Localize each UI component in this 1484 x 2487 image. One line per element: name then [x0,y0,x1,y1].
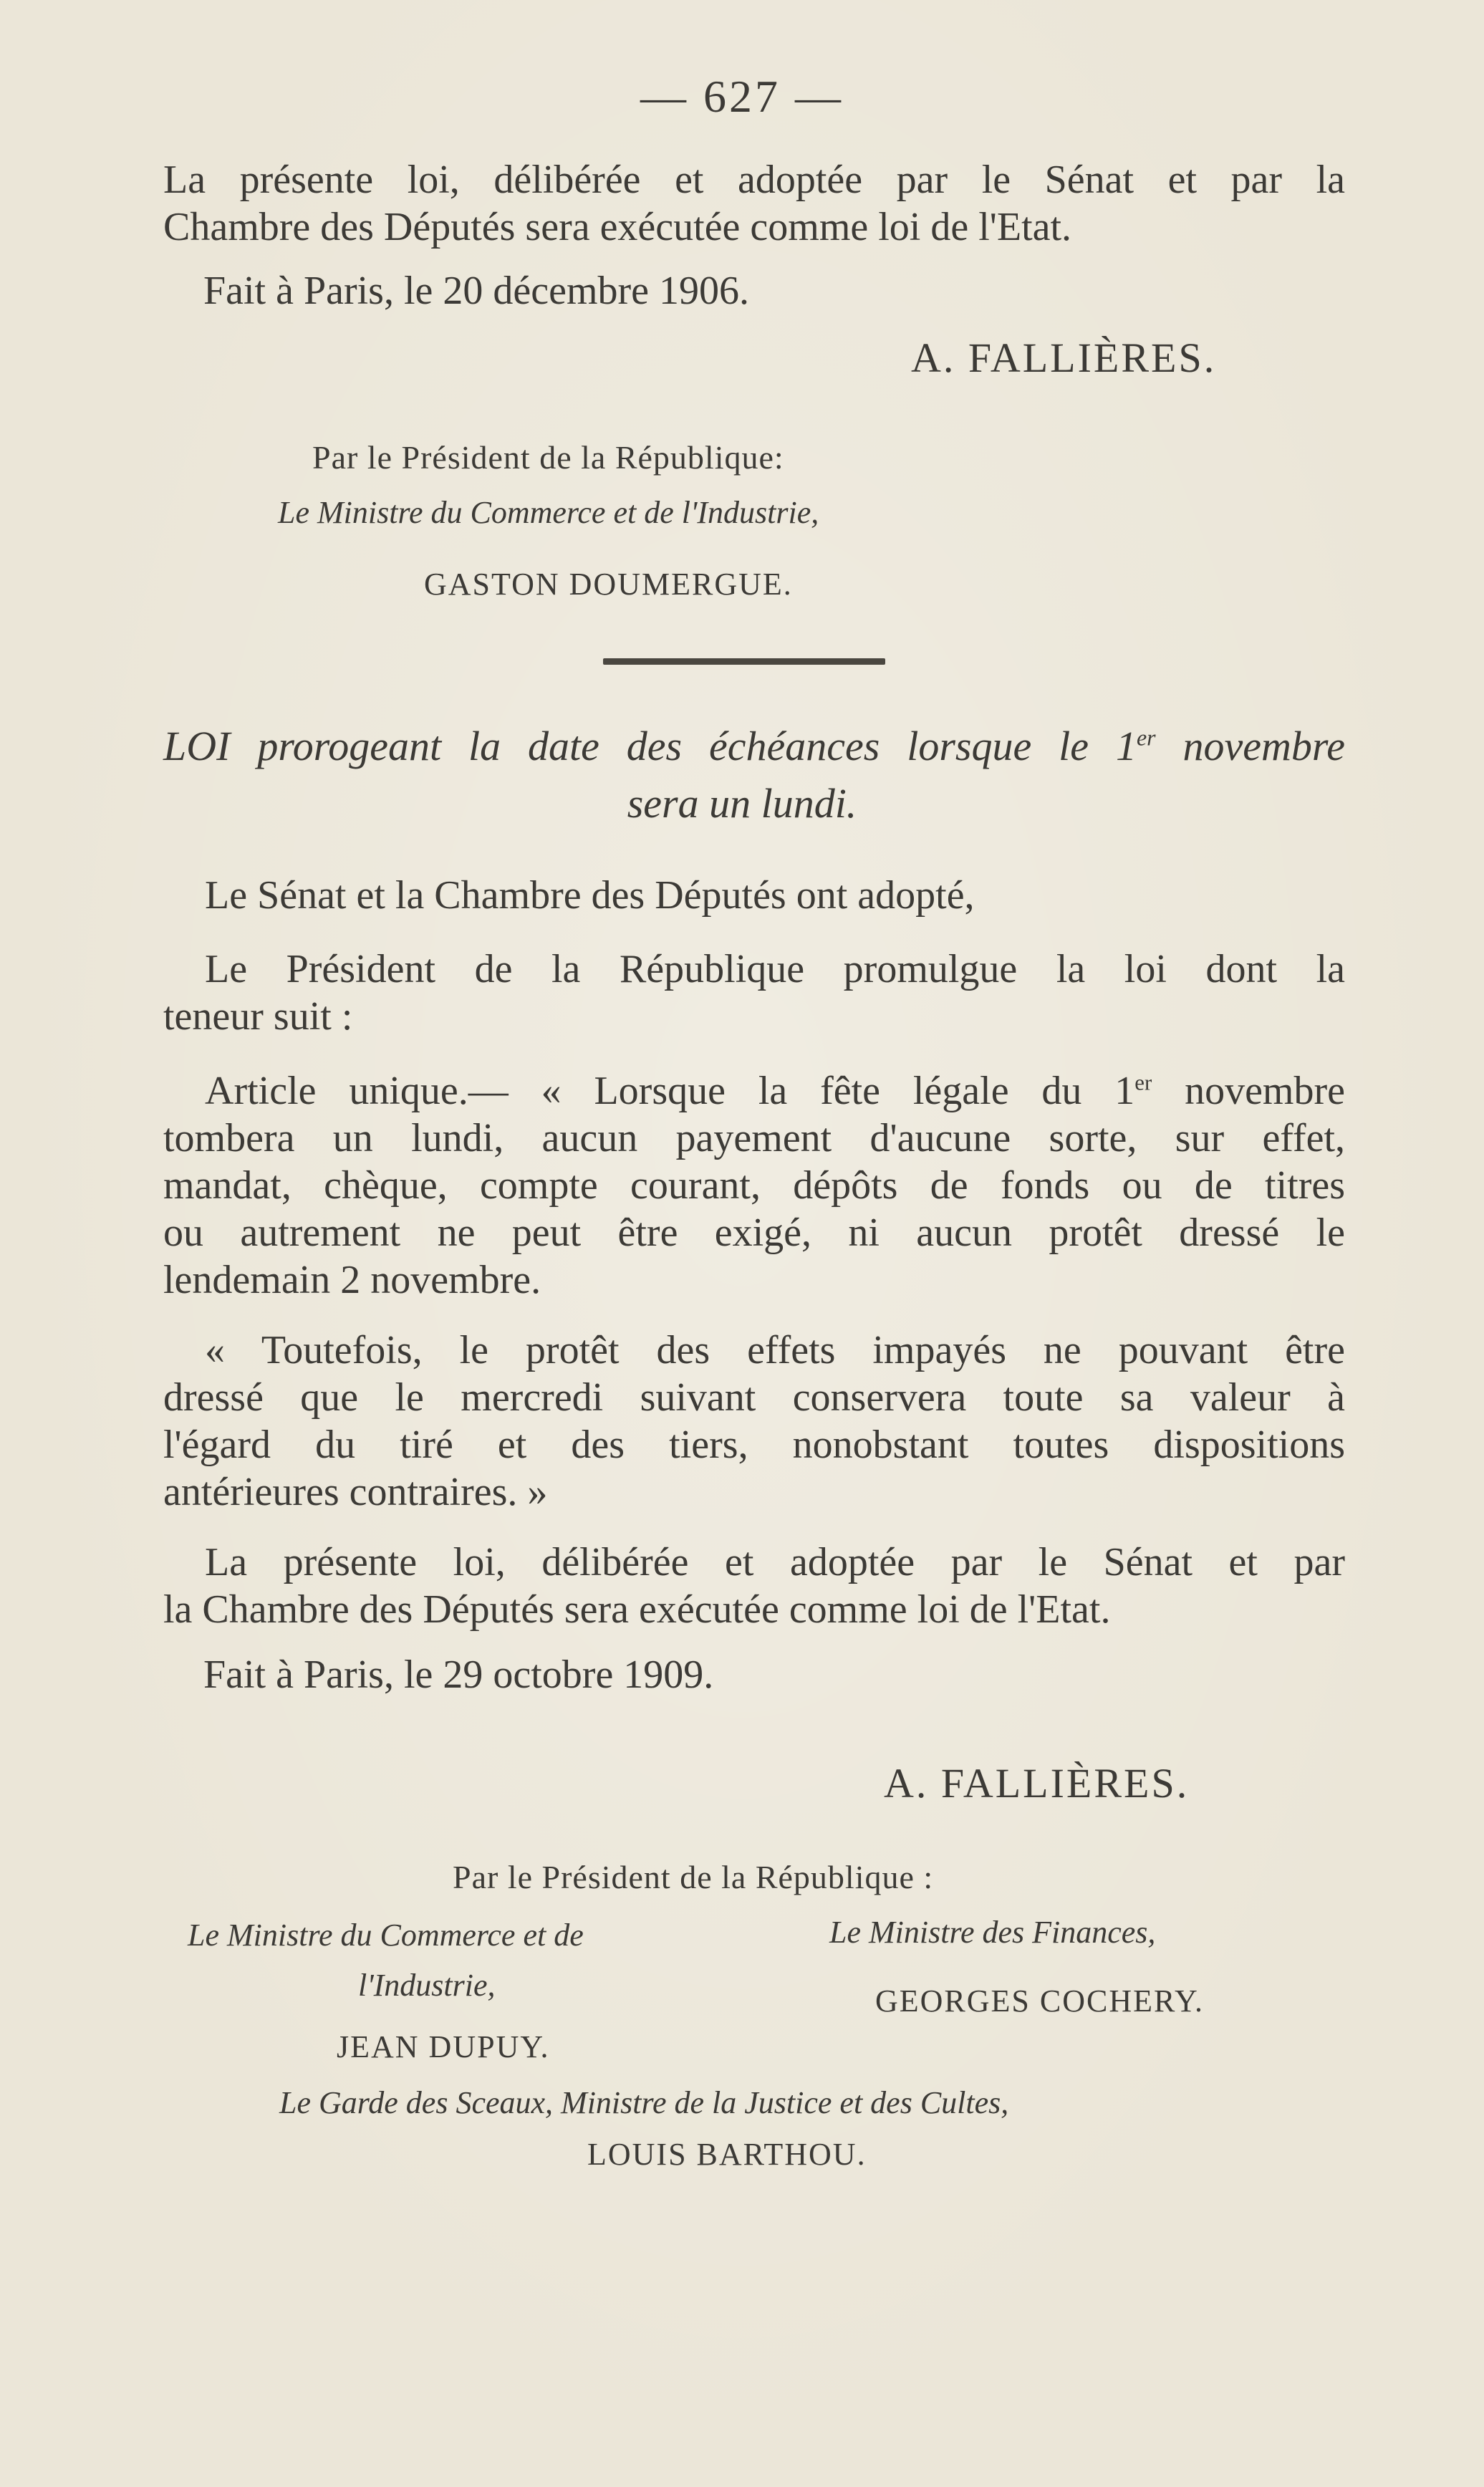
first-law-enactment [163,156,1345,251]
title-text-2: novembre [1155,723,1345,769]
text-line: l'égard du tiré et des tiers, nonobstant toutes dispositions [163,1423,1345,1467]
article-sup: er [1134,1070,1152,1095]
text-line: antérieures contraires. » [163,1470,548,1514]
finance-minister-title: Le Ministre des Finances, [829,1915,1156,1950]
justice-minister-name: LOUIS BARTHOU. [587,2137,867,2172]
text-line: lendemain 2 novembre. [163,1258,541,1302]
commerce-minister-title: Le Ministre du Commerce et de [188,1918,584,1953]
second-law-promulgates [163,946,1345,1040]
text-line: Chambre des Députés sera exécutée comme loi de l'Etat. [163,205,1072,249]
commerce-minister-title-2: l'Industrie, [358,1968,496,2003]
justice-minister-title: Le Garde des Sceaux, Ministre de la Justice et des Cultes, [279,2085,1009,2120]
text-line: teneur suit : [163,994,353,1039]
first-law-minister-title: Le Ministre du Commerce et de l'Industrie, [278,495,819,530]
title-sup: er [1136,725,1156,751]
second-law-adopted: Le Sénat et la Chambre des Députés ont adopté, [205,873,975,918]
text-line: mandat, chèque, compte courant, dépôts de fonds ou de titres [163,1163,1345,1208]
text-line: « Toutefois, le protêt des effets impayés ne pouvant être [205,1328,1345,1372]
text-line: ou autrement ne peut être exigé, ni aucun protêt dressé le [163,1211,1345,1255]
first-law-signature: A. FALLIÈRES. [911,335,1217,381]
first-law-done-at: Fait à Paris, le 20 décembre 1906. [203,269,750,313]
text-line: dressé que le mercredi suivant conservera toute sa valeur à [163,1375,1345,1420]
article-text-1: Article unique.— « Lorsque la fête légale du 1 [205,1069,1135,1113]
page-number: — 627 — [640,71,844,122]
second-law-however [163,1327,1345,1516]
text-line [163,1067,1345,1115]
text-line: La présente loi, délibérée et adoptée par le Sénat et par [205,1540,1345,1584]
second-law-enactment [163,1539,1345,1633]
first-law-minister-name: GASTON DOUMERGUE. [424,567,793,602]
finance-minister-name: GEORGES COCHERY. [875,1983,1205,2019]
article-text-2: novembre [1152,1069,1345,1113]
second-law-article [163,1067,1345,1304]
title-text-1: LOI prorogeant la date des échéances lorsque le 1 [163,723,1137,769]
second-law-signature: A. FALLIÈRES. [884,1760,1190,1807]
text-line: la Chambre des Députés sera exécutée comme loi de l'Etat. [163,1587,1111,1632]
first-law-by-president: Par le Président de la République: [312,439,784,476]
commerce-minister-name: JEAN DUPUY. [337,2029,550,2064]
second-law-title [163,722,1345,770]
second-law-by-president: Par le Président de la République : [453,1859,934,1895]
text-line: tombera un lundi, aucun payement d'aucune sorte, sur effet, [163,1116,1345,1160]
second-law-done-at: Fait à Paris, le 29 octobre 1909. [203,1653,714,1697]
text-line: Le Président de la République promulgue la loi dont la [205,947,1345,991]
second-law-title-line2: sera un lundi. [627,780,857,827]
section-divider [603,658,885,665]
text-line: La présente loi, délibérée et adoptée par le Sénat et par la [163,158,1345,202]
